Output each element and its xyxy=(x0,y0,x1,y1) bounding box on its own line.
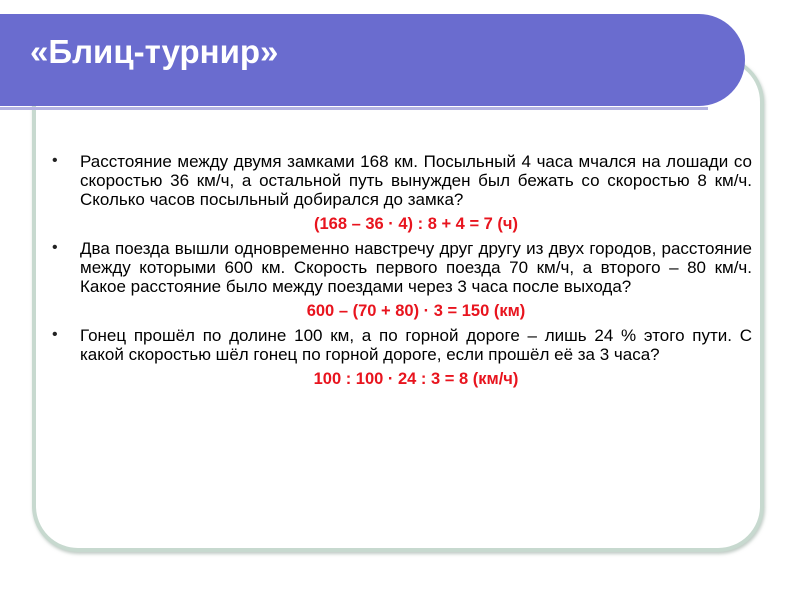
bullet-icon: • xyxy=(52,152,58,169)
problem-text: Гонец прошёл по долине 100 км, а по горной дороге – лишь 24 % этого пути. С какой скоростью шёл гонец по горной дороге, если прошёл её за 3 часа? xyxy=(80,326,752,364)
problem-text: Два поезда вышли одновременно навстречу друг другу из двух городов, расстояние между которыми 600 км. Скорость первого поезда 70 км/ч, а второго – 80 км/ч. Какое расстояние было между поездами через 3 часа после выхода? xyxy=(80,239,752,296)
bullet-icon: • xyxy=(52,326,58,343)
problem-text: Расстояние между двумя замками 168 км. Посыльный 4 часа мчался на лошади со скоростью 36 км/ч, а остальной путь вынужден был бежать со скоростью 8 км/ч. Сколько часов посыльный добирался до замка? xyxy=(80,152,752,209)
answer-formula: 600 – (70 + 80) · 3 = 150 (км) xyxy=(306,302,526,320)
title-underline xyxy=(0,107,708,110)
answer-formula: 100 : 100 · 24 : 3 = 8 (км/ч) xyxy=(313,370,519,388)
problem-list xyxy=(52,152,752,394)
problem-item xyxy=(52,152,752,209)
problem-item xyxy=(52,239,752,296)
bullet-icon: • xyxy=(52,239,58,256)
slide-title: «Блиц-турнир» xyxy=(30,33,279,70)
answer-formula: (168 – 36 · 4) : 8 + 4 = 7 (ч) xyxy=(313,215,518,233)
problem-item xyxy=(52,326,752,364)
